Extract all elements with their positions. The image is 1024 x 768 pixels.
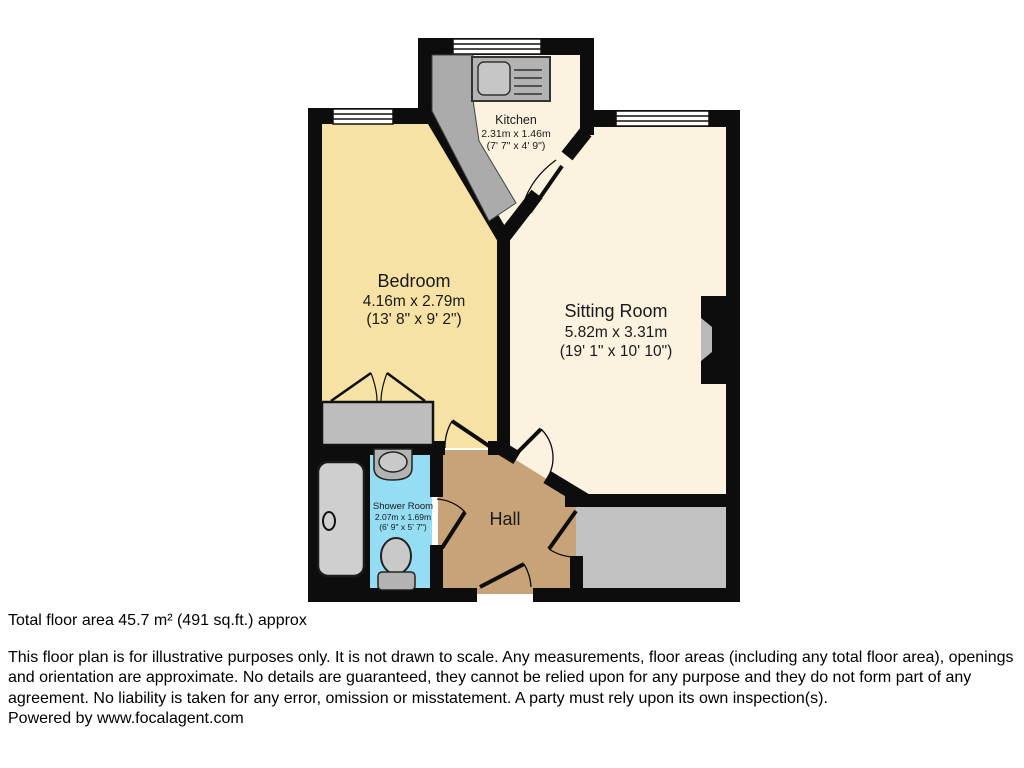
store-room-floor — [576, 503, 728, 592]
right-outer-wall — [726, 112, 740, 602]
bedroom-sitting-wall — [497, 230, 510, 452]
sitting-room-dims-metric: 5.82m x 3.31m — [564, 324, 668, 341]
kitchen-dims-metric: 2.31m x 1.46m — [481, 128, 551, 140]
wash-basin — [374, 449, 412, 480]
bedroom-dims-metric: 4.16m x 2.79m — [362, 293, 466, 310]
toilet-cistern — [378, 572, 415, 590]
toilet-bowl — [381, 538, 411, 574]
shower-hall-wall-bottom — [430, 545, 443, 595]
shower-room-label: Shower Room — [372, 501, 434, 512]
hall-label: Hall — [489, 509, 521, 529]
bottom-wall-right — [533, 588, 740, 602]
bathtub — [318, 462, 364, 576]
bedroom-label: Bedroom — [377, 271, 451, 291]
basin-bowl — [379, 452, 407, 472]
hall-diagonal-wall-upper — [499, 447, 517, 458]
disclaimer-text: This floor plan is for illustrative purposes only. It is not drawn to scale. Any measurements, floor areas (including any total floor area), openings and orientation are approximate. No details are guaranteed, they cannot be relied upon for any purpose and they do not form part of any agreement. No liability is taken for any error, omission or misstatement. A party must rely upon its own inspection(s). — [8, 648, 1014, 707]
kitchen-dims-imperial: (7' 7" x 4' 9") — [486, 140, 546, 152]
shower-room-dims-metric: 2.07m x 1.69m — [374, 512, 432, 522]
sitting-room-dims-imperial: (19' 1" x 10' 10") — [559, 343, 673, 360]
bedroom-window — [333, 109, 393, 124]
sitting-room-window — [616, 111, 709, 126]
total-floor-area: Total floor area 45.7 m² (491 sq.ft.) approx — [8, 612, 307, 629]
chimney-breast — [701, 296, 727, 384]
bedroom-dims-imperial: (13' 8" x 9' 2") — [366, 311, 462, 328]
sitting-room-label: Sitting Room — [564, 301, 668, 321]
kitchen-left-wall — [418, 38, 432, 114]
sink-bowl — [478, 62, 510, 95]
bathtub-drain — [323, 512, 335, 530]
kitchen-sink-unit — [472, 57, 550, 101]
powered-by-text: Powered by www.focalagent.com — [8, 710, 244, 727]
footer — [8, 611, 1020, 730]
shower-hall-wall-top — [430, 445, 443, 497]
kitchen-window — [453, 39, 541, 54]
shower-room-dims-imperial: (6' 9" x 5' 7") — [379, 522, 427, 532]
store-top-wall — [565, 494, 740, 507]
kitchen-label: Kitchen — [495, 113, 537, 127]
toilet — [378, 538, 415, 590]
store-left-wall-stub — [570, 556, 583, 596]
